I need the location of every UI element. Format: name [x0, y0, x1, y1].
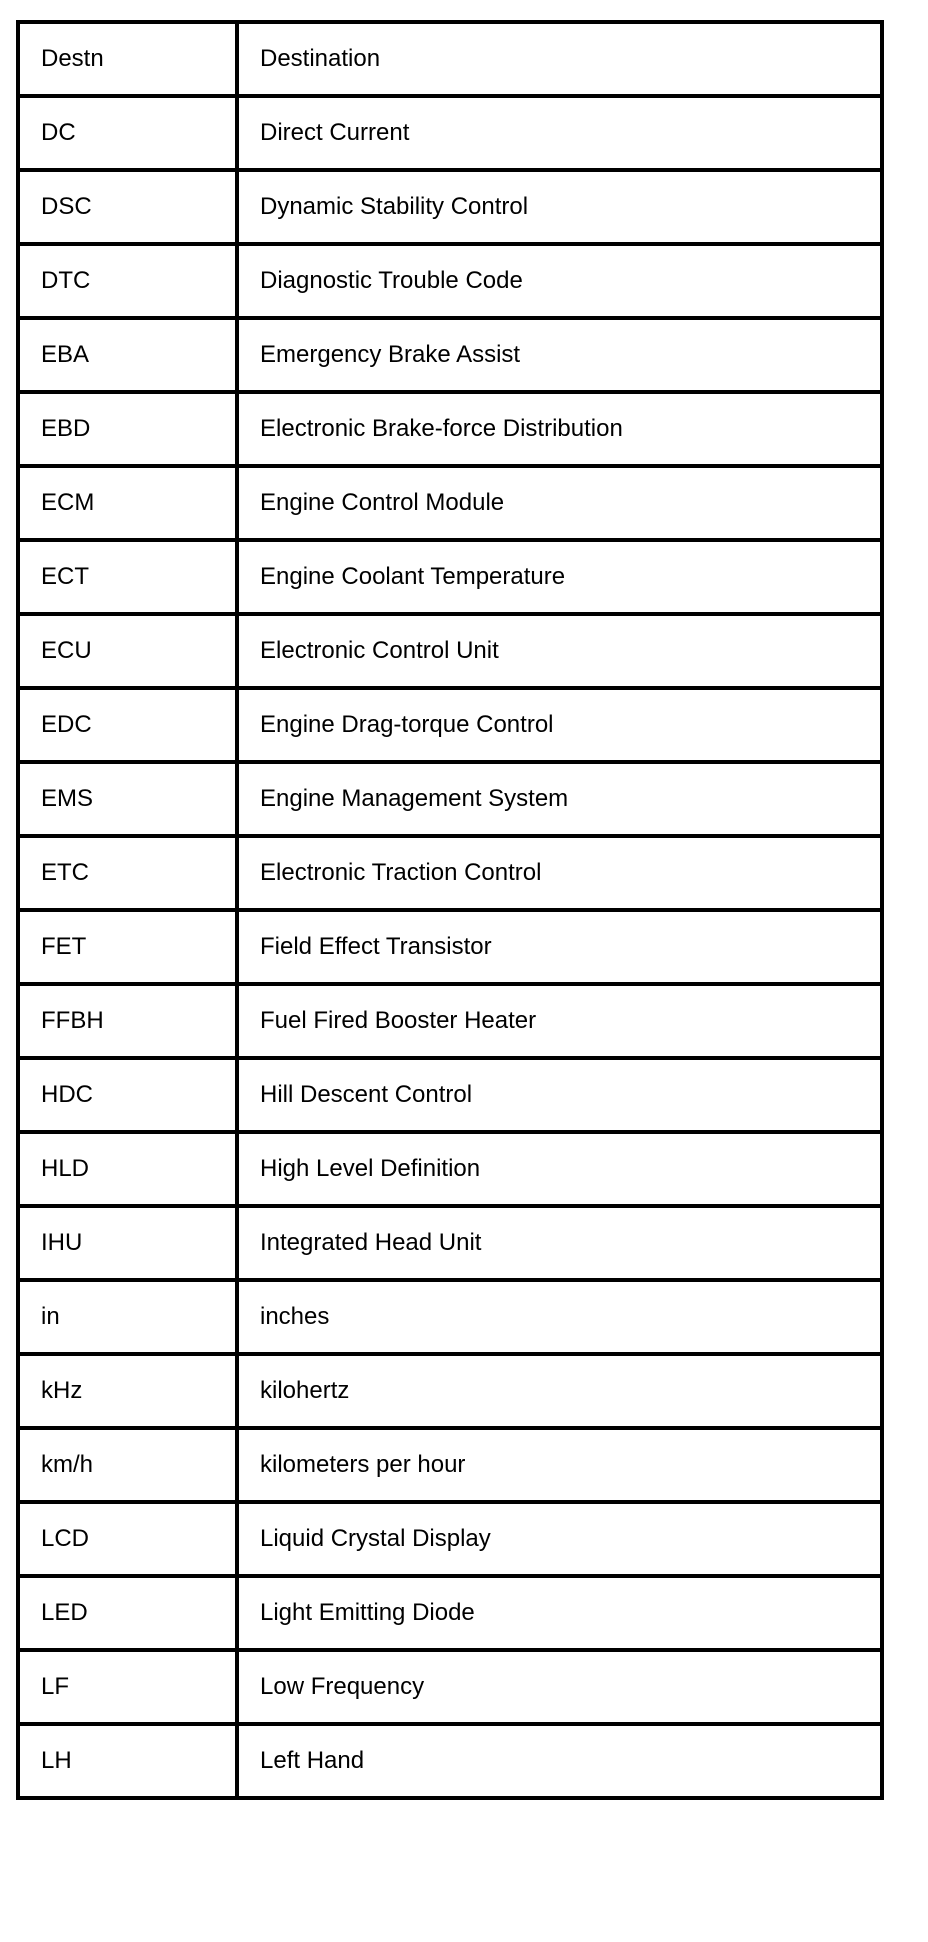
table-row — [18, 1502, 882, 1576]
abbreviation-cell: LF — [18, 1650, 237, 1724]
meaning-cell: Electronic Traction Control — [237, 836, 882, 910]
table-row — [18, 540, 882, 614]
table-row — [18, 688, 882, 762]
abbreviations-table-body — [18, 22, 882, 1798]
table-row — [18, 244, 882, 318]
abbreviation-cell: EBD — [18, 392, 237, 466]
table-row — [18, 318, 882, 392]
meaning-cell: High Level Definition — [237, 1132, 882, 1206]
table-row — [18, 170, 882, 244]
meaning-cell: Dynamic Stability Control — [237, 170, 882, 244]
abbreviation-cell: FFBH — [18, 984, 237, 1058]
abbreviation-cell: ECM — [18, 466, 237, 540]
table-row — [18, 1650, 882, 1724]
meaning-cell: Engine Coolant Temperature — [237, 540, 882, 614]
meaning-cell: Low Frequency — [237, 1650, 882, 1724]
table-row — [18, 762, 882, 836]
abbreviation-cell: DSC — [18, 170, 237, 244]
abbreviation-cell: DC — [18, 96, 237, 170]
meaning-cell: Direct Current — [237, 96, 882, 170]
abbreviation-cell: LCD — [18, 1502, 237, 1576]
meaning-cell: Field Effect Transistor — [237, 910, 882, 984]
abbreviation-cell: LED — [18, 1576, 237, 1650]
table-row — [18, 1280, 882, 1354]
meaning-cell: Electronic Control Unit — [237, 614, 882, 688]
abbreviation-cell: Destn — [18, 22, 237, 96]
abbreviation-cell: FET — [18, 910, 237, 984]
table-row — [18, 1206, 882, 1280]
meaning-cell: Left Hand — [237, 1724, 882, 1798]
abbreviation-cell: HLD — [18, 1132, 237, 1206]
meaning-cell: Diagnostic Trouble Code — [237, 244, 882, 318]
table-row — [18, 1576, 882, 1650]
abbreviation-cell: ECT — [18, 540, 237, 614]
table-row — [18, 1132, 882, 1206]
table-row — [18, 466, 882, 540]
table-row — [18, 1058, 882, 1132]
meaning-cell: Fuel Fired Booster Heater — [237, 984, 882, 1058]
abbreviation-cell: EDC — [18, 688, 237, 762]
abbreviation-cell: DTC — [18, 244, 237, 318]
meaning-cell: Engine Management System — [237, 762, 882, 836]
abbreviation-cell: km/h — [18, 1428, 237, 1502]
meaning-cell: inches — [237, 1280, 882, 1354]
meaning-cell: Emergency Brake Assist — [237, 318, 882, 392]
abbreviation-cell: kHz — [18, 1354, 237, 1428]
table-row — [18, 22, 882, 96]
abbreviations-table — [16, 20, 884, 1800]
abbreviation-cell: LH — [18, 1724, 237, 1798]
meaning-cell: Engine Drag-torque Control — [237, 688, 882, 762]
meaning-cell: Destination — [237, 22, 882, 96]
meaning-cell: Light Emitting Diode — [237, 1576, 882, 1650]
abbreviation-cell: HDC — [18, 1058, 237, 1132]
table-row — [18, 614, 882, 688]
meaning-cell: Liquid Crystal Display — [237, 1502, 882, 1576]
abbreviation-cell: ETC — [18, 836, 237, 910]
meaning-cell: Electronic Brake-force Distribution — [237, 392, 882, 466]
meaning-cell: kilohertz — [237, 1354, 882, 1428]
table-row — [18, 836, 882, 910]
abbreviation-cell: in — [18, 1280, 237, 1354]
table-row — [18, 1428, 882, 1502]
abbreviation-cell: IHU — [18, 1206, 237, 1280]
table-row — [18, 1354, 882, 1428]
table-row — [18, 1724, 882, 1798]
meaning-cell: kilometers per hour — [237, 1428, 882, 1502]
abbreviation-cell: EMS — [18, 762, 237, 836]
abbreviation-cell: ECU — [18, 614, 237, 688]
table-row — [18, 392, 882, 466]
table-row — [18, 910, 882, 984]
table-row — [18, 96, 882, 170]
meaning-cell: Engine Control Module — [237, 466, 882, 540]
meaning-cell: Integrated Head Unit — [237, 1206, 882, 1280]
abbreviation-cell: EBA — [18, 318, 237, 392]
meaning-cell: Hill Descent Control — [237, 1058, 882, 1132]
table-row — [18, 984, 882, 1058]
